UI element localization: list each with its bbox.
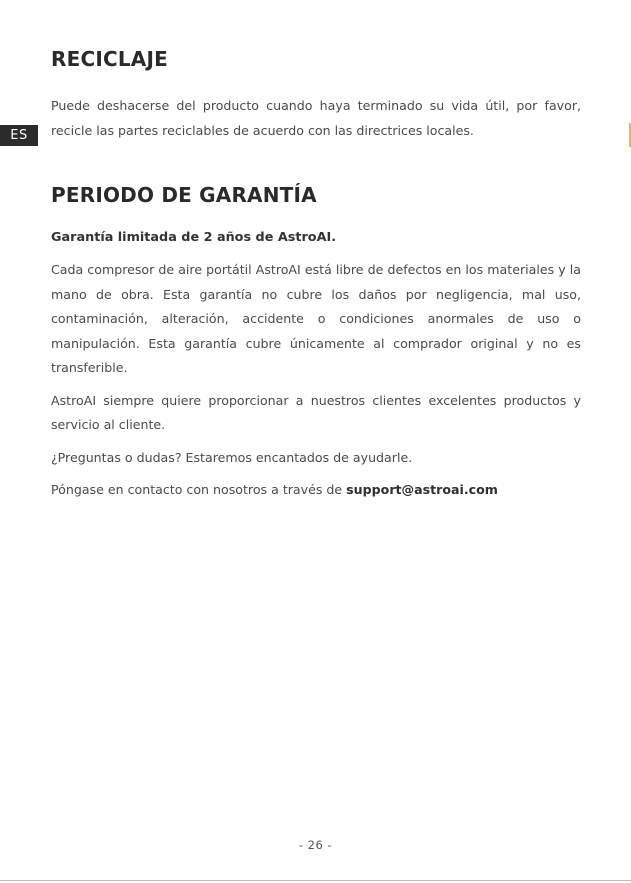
support-email-link[interactable]: support@astroai.com — [346, 482, 498, 497]
warranty-paragraph-1: Cada compresor de aire portátil AstroAI está libre de defectos en los materiales y la mano de obra. Esta garantía no cubre los daños por negligencia, mal uso, contaminación, alteración, accidente o condiciones anormales de uso o manipulación. Esta garantía cubre únicamente al comprador original y no es transferible. — [51, 262, 581, 375]
warranty-subtitle: Garantía limitada de 2 años de AstroAI. — [51, 230, 337, 245]
warranty-paragraph-3: ¿Preguntas o dudas? Estaremos encantados de ayudarle. — [51, 449, 413, 465]
page-number: - 26 - — [298, 838, 333, 852]
warranty-paragraph-2: AstroAI siempre quiere proporcionar a nuestros clientes excelentes productos y servicio al cliente. — [51, 392, 581, 432]
footer-divider — [0, 880, 631, 881]
contact-prefix: Póngase en contacto con nosotros a través de — [51, 482, 347, 497]
warranty-title: PERIODO DE GARANTÍA — [51, 183, 317, 207]
page-content — [51, 46, 581, 503]
recycling-title: RECICLAJE — [51, 47, 168, 71]
recycling-text: Puede deshacerse del producto cuando haya terminado su vida útil, por favor, recicle las partes reciclables de acuerdo con las directrices locales. — [51, 98, 581, 138]
language-tab: ES — [0, 125, 38, 146]
contact-paragraph — [51, 478, 581, 503]
